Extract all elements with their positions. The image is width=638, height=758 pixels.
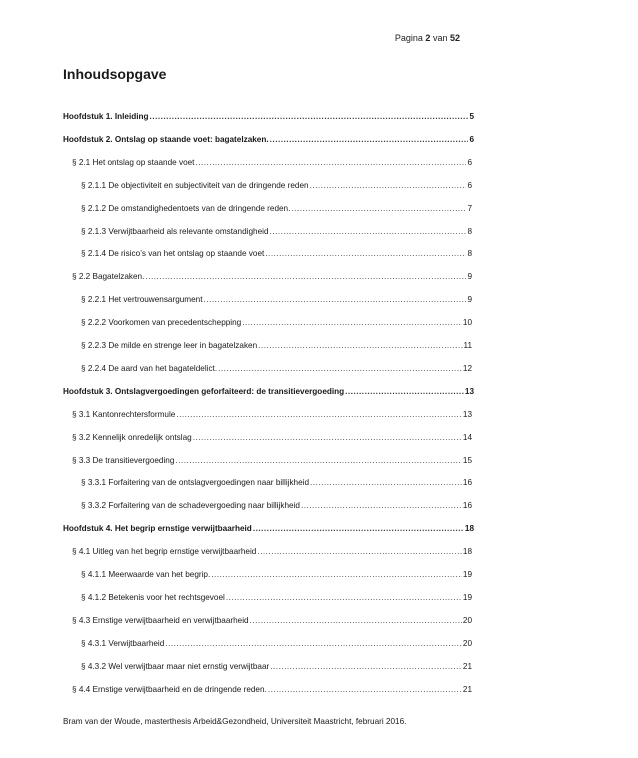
toc-entry-page: 9	[467, 272, 472, 282]
toc-entry-title: Hoofdstuk 3. Ontslagvergoedingen geforfaiteerd: de transitievergoeding	[63, 386, 345, 396]
toc-entry[interactable]	[0, 248, 638, 260]
toc-entry[interactable]	[0, 477, 638, 489]
toc-entry[interactable]	[0, 157, 638, 169]
toc-entry[interactable]	[0, 592, 638, 604]
toc-entry-title: § 2.1 Het ontslag op staande voet	[72, 157, 195, 167]
toc-entry[interactable]	[0, 180, 638, 192]
toc-entry[interactable]	[0, 569, 638, 581]
toc-entry-page: 19	[462, 592, 472, 602]
toc-entry[interactable]	[0, 661, 638, 673]
toc-entry-title: § 2.1.4 De risico’s van het ontslag op staande voet	[81, 249, 265, 259]
toc-entry-title: § 4.1 Uitleg van het begrip ernstige verwijtbaarheid	[72, 547, 257, 557]
toc-title: Inhoudsopgave	[63, 66, 167, 82]
toc-entry-page: 18	[464, 524, 474, 534]
toc-entry[interactable]	[0, 432, 638, 444]
toc-leader-dots	[258, 340, 462, 352]
toc-leader-dots	[165, 638, 462, 650]
toc-entry-title: § 2.2.3 De milde en strenge leer in bagatelzaken	[81, 341, 258, 350]
toc-leader-dots	[175, 455, 461, 467]
toc-entry-title: § 2.2.4 De aard van het bagateldelict.	[81, 363, 218, 373]
toc-leader-dots	[250, 615, 462, 627]
toc-entry[interactable]	[0, 615, 638, 627]
toc-entry[interactable]	[0, 455, 638, 467]
toc-entry-title: § 2.2.1 Het vertrouwensargument	[81, 295, 203, 305]
page-prefix: Pagina	[394, 33, 423, 43]
toc-entry[interactable]	[0, 134, 638, 146]
toc-entry-title: § 2.1.3 Verwijtbaarheid als relevante omstandigheid	[81, 226, 269, 236]
toc-entry-page: 6	[467, 157, 472, 167]
toc-entry-title: Hoofdstuk 1. Inleiding	[63, 112, 149, 121]
toc-entry[interactable]	[0, 340, 638, 352]
toc-leader-dots	[193, 432, 462, 444]
toc-entry[interactable]	[0, 294, 638, 306]
toc-leader-dots	[310, 477, 462, 489]
toc-leader-dots	[204, 294, 467, 306]
toc-entry-title: § 3.3.2 Forfaitering van de schadevergoeding naar billijkheid	[81, 501, 300, 511]
toc-leader-dots	[176, 409, 462, 421]
toc-entry-title: § 2.1.2 De omstandighedentoets van de dringende reden.	[81, 203, 291, 213]
toc-leader-dots	[265, 248, 466, 260]
toc-entry-title: § 3.2 Kennelijk onredelijk ontslag	[72, 432, 192, 442]
toc-entry-page: 5	[469, 112, 474, 121]
toc-entry-page: 15	[462, 455, 472, 465]
toc-entry-page: 18	[462, 547, 472, 557]
toc-entry-title: § 4.3 Ernstige verwijtbaarheid en verwijtbaarheid	[72, 615, 249, 625]
toc-leader-dots	[150, 111, 469, 123]
toc-entry-page: 21	[462, 661, 472, 671]
toc-entry[interactable]	[0, 638, 638, 650]
toc-entry-page: 12	[462, 363, 472, 373]
toc-leader-dots	[270, 134, 469, 146]
toc-entry-page: 20	[462, 638, 472, 648]
toc-entry[interactable]	[0, 317, 638, 329]
page-number	[395, 33, 460, 43]
toc-leader-dots	[345, 386, 464, 398]
toc-entry-page: 11	[463, 341, 472, 350]
toc-entry[interactable]	[0, 386, 638, 398]
toc-entry[interactable]	[0, 203, 638, 215]
page-mid: van	[432, 33, 448, 43]
toc-entry[interactable]	[0, 271, 638, 283]
toc-entry-title: § 4.4 Ernstige verwijtbaarheid en de dringende reden.	[72, 684, 267, 694]
toc-leader-dots	[257, 546, 462, 558]
toc-entry-title: § 4.1.1 Meerwaarde van het begrip.	[81, 570, 211, 579]
toc-entry-page: 8	[467, 226, 472, 236]
toc-leader-dots	[218, 363, 462, 375]
toc-entry[interactable]	[0, 111, 638, 123]
toc-entry-page: 6	[467, 180, 472, 190]
toc-entry[interactable]	[0, 684, 638, 696]
toc-entry-title: § 2.1.1 De objectiviteit en subjectiviteit van de dringende reden	[81, 180, 309, 190]
toc-entry-title: § 3.3 De transitievergoeding	[72, 455, 175, 465]
toc-leader-dots	[301, 500, 462, 512]
toc-entry-page: 19	[462, 570, 472, 579]
toc-entry-title: § 3.3.1 Forfaitering van de ontslagvergoedingen naar billijkheid	[81, 478, 310, 488]
toc-entry-title: § 4.1.2 Betekenis voor het rechtsgevoel	[81, 592, 225, 602]
toc-entry-page: 21	[462, 684, 472, 694]
toc-entry[interactable]	[0, 409, 638, 421]
toc-leader-dots	[226, 592, 462, 604]
toc-entry-title: § 2.2 Bagatelzaken.	[72, 272, 145, 282]
total-pages: 52	[449, 33, 460, 43]
toc-leader-dots	[270, 661, 462, 673]
toc-leader-dots	[211, 569, 462, 581]
toc-entry-title: § 2.2.2 Voorkomen van precedentschepping	[81, 318, 242, 328]
footer: Bram van der Woude, masterthesis Arbeid&Gezondheid, Universiteit Maastricht, februari 2016.	[63, 717, 407, 726]
toc-entry-title: § 4.3.2 Wel verwijtbaar maar niet ernstig verwijtbaar	[81, 661, 270, 671]
toc-entry-page: 16	[462, 501, 472, 511]
toc-entry-page: 7	[467, 203, 472, 213]
toc-entry[interactable]	[0, 546, 638, 558]
toc-leader-dots	[242, 317, 462, 329]
toc-entry-page: 14	[462, 432, 472, 442]
toc-entry-title: Hoofdstuk 4. Het begrip ernstige verwijtbaarheid	[63, 524, 252, 534]
toc-entry[interactable]	[0, 226, 638, 238]
toc-leader-dots	[253, 523, 464, 535]
current-page: 2	[425, 33, 431, 43]
toc-entry-title: § 3.1 Kantonrechtersformule	[72, 409, 176, 419]
toc-leader-dots	[310, 180, 467, 192]
toc-entry-page: 16	[462, 478, 472, 488]
toc-entry-title: § 4.3.1 Verwijtbaarheid	[81, 638, 165, 648]
toc-entry-title: Hoofdstuk 2. Ontslag op staande voet: bagatelzaken.	[63, 134, 269, 144]
toc-entry-page: 10	[462, 318, 472, 328]
toc-entry-page: 13	[462, 409, 472, 419]
toc-entry-page: 20	[462, 615, 472, 625]
toc-leader-dots	[145, 271, 466, 283]
toc-leader-dots	[291, 203, 466, 215]
toc-entry-page: 8	[467, 249, 472, 259]
toc-entry[interactable]	[0, 500, 638, 512]
toc-entry-page: 9	[467, 295, 472, 305]
toc-entry-page: 13	[464, 386, 474, 396]
toc-entry-page: 6	[469, 134, 474, 144]
toc-leader-dots	[195, 157, 466, 169]
toc-leader-dots	[268, 684, 462, 696]
toc-entry[interactable]	[0, 363, 638, 375]
toc-entry[interactable]	[0, 523, 638, 535]
toc-leader-dots	[270, 226, 467, 238]
